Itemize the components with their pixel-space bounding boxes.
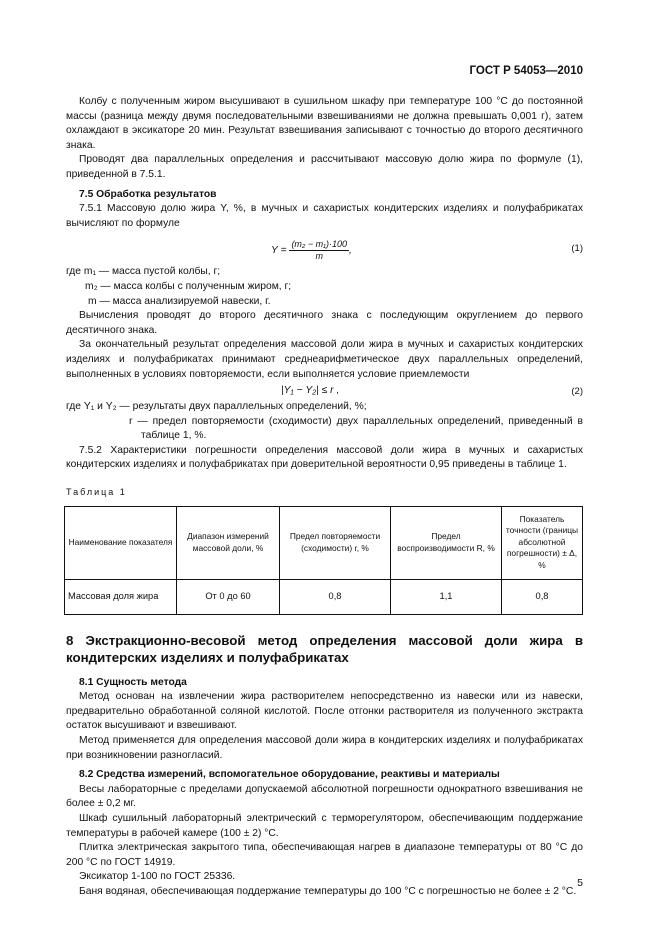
table-header-row	[65, 506, 583, 579]
heading-7-5: 7.5 Обработка результатов	[79, 188, 217, 200]
page-number: 5	[577, 877, 583, 889]
paragraph-hotplate: Плитка электрическая закрытого типа, обеспечивающая нагрев в диапазоне температуры от 80 °С до 200 °С по ГОСТ 14919.	[66, 842, 583, 868]
table-header-cell: Наименование показателя	[65, 506, 177, 579]
formula-2-expression: |Y₁ − Y₂| ≤ r ,	[281, 385, 340, 397]
table-row	[65, 579, 583, 614]
paragraph-drying-oven: Шкаф сушильный лабораторный электрический с терморегулятором, обеспечивающим поддержание температуры в рабочей камере (100 ± 2) °С.	[66, 813, 583, 839]
section-8-title: 8 Экстракционно-весовой метод определения массовой доли жира в кондитерских изделиях и полуфабрикатах	[66, 632, 583, 665]
formula-2-legend	[66, 400, 583, 444]
table-1	[64, 506, 583, 615]
table-header-cell: Предел воспроизводимости R, %	[391, 506, 502, 579]
paragraph-drying: Колбу с полученным жиром высушивают в сушильном шкафу при температуре 100 °С до постоянной массы (разница между двумя последовательными взвешиваниями не должна превышать 0,001 г), затем охлаждают в эксикаторе 20 мин. Результат взвешивания записывают с точностью до второго десятичного знака.	[66, 96, 583, 151]
legend-m: m — масса анализируемой навески, г.	[88, 295, 271, 307]
legend-m1: где m₁ — масса пустой колбы, г;	[66, 266, 221, 278]
paragraph-7-5-2: 7.5.2 Характеристики погрешности определения массовой доли жира в мучных и сахаристых кондитерских изделиях и полуфабрикатах при доверительной вероятности 0,95 приведены в таблице 1.	[66, 444, 583, 471]
table-header-cell: Показатель точности (границы абсолютной погрешности) ± Δ, %	[502, 506, 583, 579]
legend-y1-y2: где Y₁ и Y₂ — результаты двух параллельных определений, %;	[66, 401, 367, 413]
table-cell: 0,8	[280, 579, 391, 614]
formula-1-tail: ,	[348, 245, 352, 257]
formula-1-number: (1)	[571, 243, 583, 255]
heading-8-1: 8.1 Сущность метода	[79, 676, 187, 688]
formula-1-denominator: m	[315, 251, 323, 262]
paragraph-water-bath: Баня водяная, обеспечивающая поддержание температуры до 100 °С с погрешностью не более ± 2 °С.	[79, 885, 577, 897]
table-cell: 1,1	[391, 579, 502, 614]
formula-1-numerator: (m₂ − m₁)·100	[291, 239, 347, 250]
document-body	[66, 95, 583, 900]
paragraph-7-5-1: 7.5.1 Массовую долю жира Y, %, в мучных и сахаристых кондитерских изделиях и полуфабрикатах вычисляют по формуле	[66, 203, 583, 229]
standard-header: ГОСТ Р 54053—2010	[469, 65, 583, 77]
legend-m2: m₂ — масса колбы с полученным жиром, г;	[85, 280, 292, 292]
paragraph-8-1-method: Метод основан на извлечении жира растворителем непосредственно из навески или из навески, предварительно обработанной соляной кислотой. После отгонки растворителя из полученного экстракта остаток высушивают и взвешивают.	[66, 691, 583, 732]
paragraph-parallel: Проводят два параллельных определения и рассчитывают массовую долю жира по формуле (1), приведенной в 7.5.1.	[66, 154, 583, 180]
formula-2	[66, 382, 583, 400]
formula-2-number: (2)	[571, 386, 583, 398]
formula-1	[66, 233, 583, 263]
paragraph-final-result: За окончательный результат определения массовой доли жира в мучных и сахаристых кондитерских изделиях и полуфабрикатах принимают среднеарифметическое двух параллельных определений, выполненных в условиях повторяемости, если выполняется условие приемлемости	[66, 339, 583, 380]
table-caption: Таблица 1	[66, 487, 127, 498]
legend-r: r — предел повторяемости (сходимости) двух параллельных определений, приведенный в таблице 1, %.	[129, 415, 583, 442]
formula-1-lhs: Y =	[271, 245, 287, 257]
table-cell: От 0 до 60	[177, 579, 280, 614]
table-cell: 0,8	[502, 579, 583, 614]
paragraph-8-1-usage: Метод применяется для определения массовой доли жира в кондитерских изделиях и полуфабрикатах при возникновении разногласий.	[66, 735, 583, 761]
formula-1-legend	[66, 265, 583, 309]
paragraph-scales: Весы лабораторные с пределами допускаемой абсолютной погрешности однократного взвешивания не более ± 0,2 мг.	[66, 783, 583, 810]
heading-8-2: 8.2 Средства измерений, вспомогательное оборудование, реактивы и материалы	[79, 769, 500, 781]
formula-1-fraction	[289, 239, 349, 262]
paragraph-calculations: Вычисления проводят до второго десятичного знака с последующим округлением до первого десятичного знака.	[66, 310, 583, 336]
table-cell: Массовая доля жира	[65, 579, 177, 614]
paragraph-desiccator: Эксикатор 1-100 по ГОСТ 25336.	[79, 871, 236, 883]
table-header-cell: Диапазон измерений массовой доли, %	[177, 506, 280, 579]
table-header-cell: Предел повторяемости (сходимости) r, %	[280, 506, 391, 579]
